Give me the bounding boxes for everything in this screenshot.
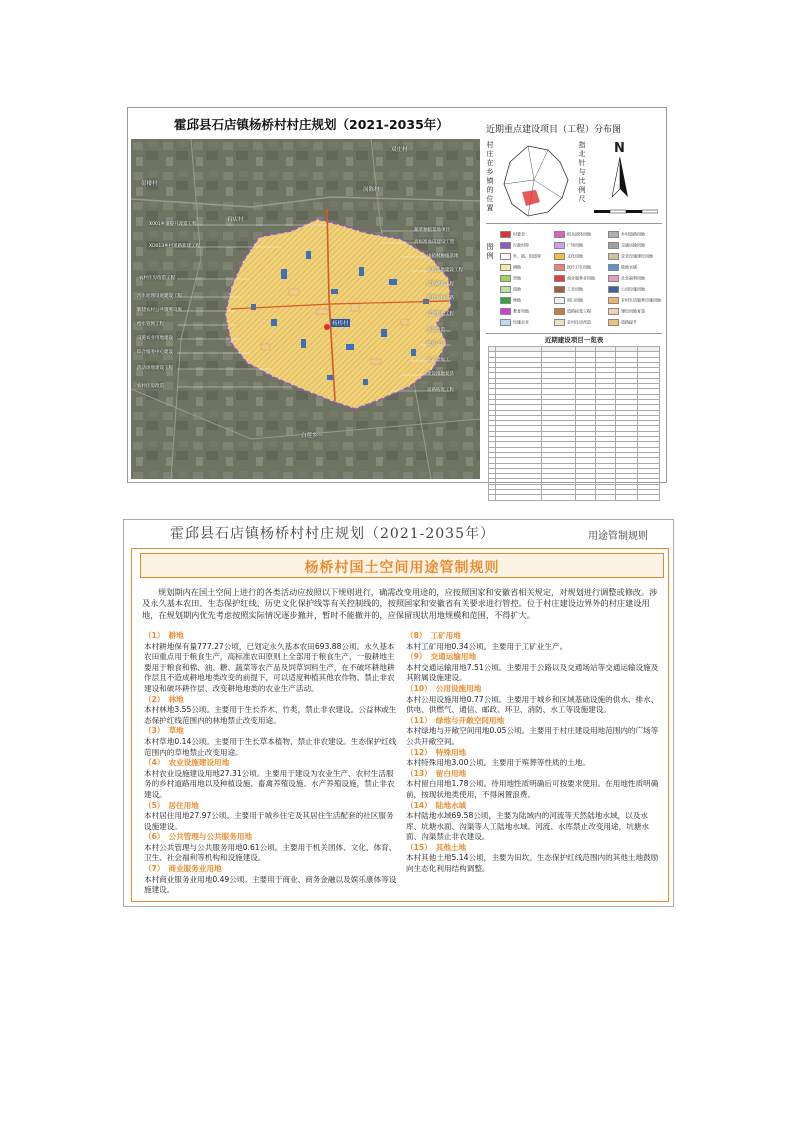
legend-swatch bbox=[500, 242, 511, 249]
location-inset bbox=[486, 139, 662, 224]
table-cell bbox=[489, 495, 496, 500]
legend-item bbox=[554, 308, 591, 315]
project-table bbox=[488, 346, 660, 501]
project-label: X001乡道提升改造工程 bbox=[149, 222, 197, 227]
rule-section-heading bbox=[406, 631, 661, 642]
table-cell bbox=[595, 495, 615, 500]
village-committee-marker bbox=[324, 324, 330, 330]
rules-column-right bbox=[406, 631, 661, 875]
legend-label: 村委会 bbox=[513, 231, 525, 237]
legend-label: 教育用地 bbox=[513, 308, 529, 314]
rules-heading: 杨桥村国土空间用途管制规则 bbox=[304, 560, 500, 576]
map-side-panel bbox=[482, 139, 665, 481]
rule-section-number: （6） bbox=[144, 832, 165, 842]
legend-item bbox=[554, 297, 583, 304]
legend-label: 草地 bbox=[513, 275, 521, 281]
rule-section-body: 本村商业服务业用地0.49公顷。主要用于商业、商务金融以及娱乐康体等设施建设。 bbox=[144, 874, 397, 895]
project-label: 活动场地建设工程 bbox=[137, 366, 173, 371]
rule-section-title: 交通运输用地 bbox=[430, 652, 477, 662]
legend-item bbox=[554, 231, 591, 238]
place-label: 杨桥村 bbox=[332, 321, 349, 327]
rule-section-title: 农业设施建设用地 bbox=[168, 758, 230, 768]
project-label: XD013乡村道路新建工程 bbox=[149, 244, 201, 249]
legend-swatch bbox=[500, 275, 511, 282]
project-label: 农村住房改造工程 bbox=[139, 276, 175, 281]
legend-label: 建设用地复垦 bbox=[621, 308, 645, 314]
place-label: 岗陈村 bbox=[363, 187, 380, 193]
legend-swatch bbox=[608, 297, 619, 304]
rule-section-heading bbox=[144, 801, 399, 812]
legend-label: 道路提升 bbox=[621, 319, 637, 325]
rule-section-title: 绿地与开敞空间用地 bbox=[435, 715, 505, 725]
rule-section-heading bbox=[406, 716, 661, 727]
legend-item bbox=[554, 275, 595, 282]
map-panel bbox=[127, 107, 667, 483]
rule-section-number: （11） bbox=[406, 715, 432, 725]
rule-section-body: 本村耕地保有量777.27公顷，已划定永久基本农田693.88公顷。永久基本农田重点用于粮食生产，高标准农田原则上全部用于粮食生产，一般耕地主要用于粮食和棉、油、糖、蔬菜等农产品及饲草饲料生产，在不破坏耕地耕作层且不造成耕地地类改变的前提下，可以适度种植其他农作物。禁止非农建设和破坏耕作层、改变耕地地类的农业生产活动。 bbox=[144, 641, 395, 693]
rules-header-subtitle: 用途管制规则 bbox=[588, 531, 648, 542]
legend-label: 公用设施用地 bbox=[621, 286, 645, 292]
legend-item bbox=[608, 308, 645, 315]
legend-label: 社会福利用地 bbox=[621, 275, 645, 281]
legend-item bbox=[608, 286, 645, 293]
project-label: 养殖基地建设工程 bbox=[427, 268, 463, 273]
legend-label: 商业服务业用地 bbox=[567, 275, 595, 281]
place-label: 彭楼村 bbox=[141, 181, 158, 187]
rule-section-number: （15） bbox=[406, 842, 432, 852]
rule-section-title: 林地 bbox=[168, 694, 184, 704]
project-label: 设施农业用地建设 bbox=[137, 336, 173, 341]
legend-item bbox=[500, 308, 529, 315]
rule-section-heading bbox=[406, 769, 661, 780]
legend-swatch bbox=[500, 286, 511, 293]
project-label: 建设用地复垦 bbox=[427, 372, 454, 377]
legend-swatch bbox=[554, 286, 565, 293]
legend-label: 农村住房改造 bbox=[567, 319, 591, 325]
legend-item bbox=[500, 231, 525, 238]
project-label: 农村住房改造 bbox=[137, 384, 164, 389]
rule-section-title: 特殊用地 bbox=[435, 747, 467, 757]
rule-section-body: 本村陆地水域69.58公顷，主要为陆域内的河流等天然陆地水域，以及水库、坑塘水面、沟渠等人工陆地水域。河流、水库禁止改变用途，坑塘水面、沟渠禁止非农建设。 bbox=[406, 811, 649, 842]
legend-item bbox=[554, 286, 583, 293]
township-location-map bbox=[498, 142, 574, 220]
place-label: 白莲乡 bbox=[301, 433, 318, 439]
rule-section-title: 公用设施用地 bbox=[435, 683, 482, 693]
legend-item bbox=[554, 319, 591, 326]
legend-item bbox=[608, 253, 653, 260]
table-cell bbox=[542, 495, 575, 500]
project-label: 健身广场 bbox=[427, 342, 445, 347]
rule-section-heading bbox=[406, 652, 661, 663]
rule-section-heading bbox=[406, 843, 661, 854]
rules-column-left bbox=[144, 631, 399, 896]
legend-swatch bbox=[500, 297, 511, 304]
project-label: 道路硬化工程 bbox=[427, 282, 454, 287]
legend-item bbox=[500, 286, 521, 293]
rule-section-body: 本村绿地与开敞空间用地0.05公顷。主要用于村庄建设用地范围内的广场等公共开敞空间。 bbox=[406, 726, 659, 746]
rule-section-number: （2） bbox=[144, 694, 165, 704]
legend-item bbox=[554, 242, 583, 249]
legend-label: 园地 bbox=[513, 286, 521, 292]
legend-item bbox=[500, 264, 521, 271]
legend-swatch bbox=[608, 253, 619, 260]
legend-label: 交通运输用地 bbox=[621, 242, 645, 248]
rule-section-number: （5） bbox=[144, 800, 165, 810]
project-label: 新建农村公共服务设施 bbox=[137, 308, 182, 313]
legend-item bbox=[608, 242, 645, 249]
map-subtitle: 近期重点建设项目（工程）分布图 bbox=[486, 125, 622, 135]
legend-label: 文化用地 bbox=[567, 253, 583, 259]
rule-section-number: （10） bbox=[406, 683, 432, 693]
legend-label: 乡村道路用地 bbox=[621, 231, 645, 237]
legend-swatch bbox=[500, 253, 511, 260]
rule-section-title: 商业服务业用地 bbox=[168, 864, 222, 874]
rule-section-body: 本村公用设施用地0.77公顷。主要用于城乡和区域基础设施的供水、排水、供电、供燃气、通信、邮政、环卫、消防、水工等设施建设。 bbox=[406, 694, 659, 715]
rule-section-body: 本村林地3.55公顷。主要用于生长乔木、竹类，禁止非农建设。公益林或生态保护红线范围内的林地禁止改变用途。 bbox=[144, 705, 397, 725]
rule-section-number: （3） bbox=[144, 726, 165, 736]
legend-item bbox=[608, 275, 645, 282]
legend-label: 林地 bbox=[513, 297, 521, 303]
legend-label: 医疗卫生用地 bbox=[567, 264, 591, 270]
legend-swatch bbox=[608, 231, 619, 238]
legend-swatch bbox=[500, 231, 511, 238]
rule-section-heading bbox=[144, 758, 399, 769]
rules-header bbox=[124, 520, 673, 545]
rule-section-heading bbox=[406, 684, 661, 695]
legend-side-label: 图例 bbox=[486, 243, 494, 260]
table-cell bbox=[495, 495, 542, 500]
map-graphic bbox=[131, 139, 480, 479]
table-row bbox=[489, 495, 660, 500]
project-label: 综合服务中心建设 bbox=[137, 350, 173, 355]
rule-section-body: 本村特殊用地3.00公顷。主要用于殡葬等性质的土地。 bbox=[406, 758, 590, 768]
legend-label: 工业用地 bbox=[567, 286, 583, 292]
project-label: 中药材种植基地 bbox=[427, 254, 459, 259]
rule-section-heading bbox=[144, 832, 399, 843]
map-legend bbox=[486, 225, 662, 334]
map-title: 霍邱县石店镇杨桥村村庄规划（2021-2035年） bbox=[174, 117, 449, 132]
rules-panel bbox=[123, 519, 674, 907]
rule-section-number: （8） bbox=[406, 631, 427, 640]
legend-item bbox=[608, 231, 645, 238]
location-side-label: 村庄在乡镇的位置 bbox=[486, 141, 494, 212]
rule-section-body: 本村农业设施建设用地27.31公顷。主要用于建设为农业生产、农村生活服务的乡村道路用地以及种植设施、畜禽养殖设施、水产养殖设施，禁止非农建设。 bbox=[144, 768, 395, 799]
legend-label: 陆地水域 bbox=[621, 264, 637, 270]
rule-section-number: （14） bbox=[406, 800, 432, 810]
project-label: 道路拓宽工程 bbox=[427, 388, 454, 393]
rule-section-number: （13） bbox=[406, 768, 432, 778]
table-cell bbox=[616, 495, 638, 500]
north-letter: N bbox=[614, 141, 625, 156]
rule-section-body: 本村工矿用地0.34公顷。主要用于工矿业生产。 bbox=[406, 641, 568, 651]
rule-section-heading bbox=[406, 801, 661, 812]
rule-section-title: 草地 bbox=[168, 726, 184, 736]
legend-item bbox=[500, 275, 521, 282]
place-label: 石店村 bbox=[227, 217, 244, 223]
rule-section-heading bbox=[144, 695, 399, 706]
legend-label: 耕地 bbox=[513, 264, 521, 270]
rules-intro: 规划期内在国土空间上进行的各类活动应按照以下规则进行，确需改变用途的，应按照国家和安徽省相关规定，对规划进行调整或修改。涉及永久基本农田、生态保护红线、历史文化保护线等有关控制线的，按照国家和安徽省有关要求进行管控。位于村庄建设边界外的村庄建设用地，在规划期内优先考虑按照实际情况逐步撤并，暂时不能撤并的，应保留现状用地规模和范围，不得扩大。 bbox=[142, 587, 658, 620]
rule-section-title: 公共管理与公共服务用地 bbox=[168, 832, 253, 842]
legend-item bbox=[500, 319, 529, 326]
legend-label: 留白用地 bbox=[567, 297, 583, 303]
village-map bbox=[131, 139, 480, 479]
legend-label: 农业设施建设用地 bbox=[621, 253, 653, 259]
rule-section-heading bbox=[144, 864, 399, 875]
rule-section-body: 本村留白用地1.78公顷。待用地性质明确后可按要求使用。在用地性质明确前，按现状地类使用，不得闲置浪费。 bbox=[406, 779, 659, 799]
project-label: 污水处理设施建设工程 bbox=[137, 294, 182, 299]
rule-section-number: （12） bbox=[406, 747, 432, 757]
rule-section-body: 本村交通运输用地7.51公顷。主要用于公路以及交通场站等交通运输设施及其附属设施建设。 bbox=[406, 662, 659, 683]
project-label: 新建农村道路 bbox=[427, 296, 454, 301]
legend-label: 设施农业 bbox=[513, 319, 529, 325]
project-label: 给水管网工程 bbox=[137, 322, 164, 327]
rule-section-number: （9） bbox=[406, 652, 427, 662]
rule-section-body: 本村草地0.14公顷。主要用于生长草本植物，禁止非农建设。生态保护红线范围内的草地禁止改变用途。 bbox=[144, 736, 397, 757]
rule-section-number: （7） bbox=[144, 864, 165, 874]
legend-item bbox=[608, 297, 661, 304]
legend-swatch bbox=[500, 264, 511, 271]
legend-swatch bbox=[608, 242, 619, 249]
rules-header-title: 霍邱县石店镇杨桥村村庄规划（2021-2035年） bbox=[170, 526, 495, 542]
legend-label: 农村生活服务设施用地 bbox=[621, 297, 661, 303]
legend-swatch bbox=[554, 253, 565, 260]
rule-section-title: 其他土地 bbox=[435, 842, 467, 852]
rule-section-title: 留白用地 bbox=[435, 768, 467, 778]
project-label: 高标准农田建设工程 bbox=[414, 240, 455, 245]
legend-swatch bbox=[500, 319, 511, 326]
legend-item bbox=[500, 253, 541, 260]
legend-swatch bbox=[554, 308, 565, 315]
rule-section-number: （4） bbox=[144, 758, 165, 768]
legend-label: 行政村界 bbox=[513, 242, 529, 248]
rule-section-body: 本村公共管理与公共服务用地0.61公顷。主要用于机关团体、文化、体育、卫生、社会福利等机构和设施建设。 bbox=[144, 842, 397, 863]
legend-swatch bbox=[554, 319, 565, 326]
north-side-label: 指北针与比例尺 bbox=[578, 141, 586, 203]
project-label: 鱼塘改造 bbox=[427, 328, 445, 333]
rule-section-number: （1） bbox=[144, 631, 165, 640]
legend-item bbox=[500, 242, 529, 249]
legend-label: 机关团体用地 bbox=[567, 231, 591, 237]
rule-section-heading bbox=[144, 726, 399, 737]
legend-item bbox=[554, 264, 591, 271]
rule-section-title: 陆地水域 bbox=[435, 800, 467, 810]
table-cell bbox=[637, 495, 659, 500]
rules-heading-box bbox=[140, 553, 664, 578]
legend-swatch bbox=[554, 231, 565, 238]
legend-item bbox=[608, 319, 637, 326]
project-label: 农产品加工 bbox=[427, 358, 450, 363]
legend-swatch bbox=[608, 308, 619, 315]
legend-label: 乡、镇、街道界 bbox=[513, 253, 541, 259]
legend-item bbox=[554, 253, 583, 260]
legend-swatch bbox=[608, 264, 619, 271]
project-table-title: 近期建设项目一览表 bbox=[544, 336, 604, 344]
project-label: 蔬菜种植基地项目 bbox=[414, 228, 450, 233]
rule-section-body: 本村其他土地5.14公顷，主要为田坎。生态保护红线范围内的其他土地鼓励向生态化利用结构调整。 bbox=[406, 853, 659, 874]
table-cell bbox=[575, 495, 595, 500]
rules-content-frame bbox=[131, 548, 669, 902]
legend-swatch bbox=[554, 264, 565, 271]
legend-swatch bbox=[608, 319, 619, 326]
legend-swatch bbox=[500, 308, 511, 315]
legend-item bbox=[500, 297, 521, 304]
project-label: 坑塘整治工程 bbox=[427, 312, 454, 317]
place-label: 双庄村 bbox=[391, 147, 408, 153]
legend-swatch bbox=[554, 297, 565, 304]
rule-section-body: 本村居住用地27.97公顷。主要用于城乡住宅及其居住生活配套的社区服务设施建设。 bbox=[144, 811, 394, 831]
north-arrow-icon bbox=[610, 157, 630, 197]
rule-section-heading bbox=[144, 631, 399, 642]
legend-label: 广场用地 bbox=[567, 242, 583, 248]
rule-section-title: 工矿用地 bbox=[430, 631, 461, 640]
legend-swatch bbox=[554, 242, 565, 249]
legend-item bbox=[608, 264, 637, 271]
legend-swatch bbox=[554, 275, 565, 282]
legend-swatch bbox=[608, 275, 619, 282]
scale-bar-icon bbox=[594, 207, 658, 217]
legend-label: 道路拓宽工程 bbox=[567, 308, 591, 314]
rule-section-title: 耕地 bbox=[168, 631, 184, 640]
project-table-box bbox=[486, 335, 662, 479]
rule-section-heading bbox=[406, 748, 661, 759]
rule-section-title: 居住用地 bbox=[168, 800, 199, 810]
legend-swatch bbox=[608, 286, 619, 293]
